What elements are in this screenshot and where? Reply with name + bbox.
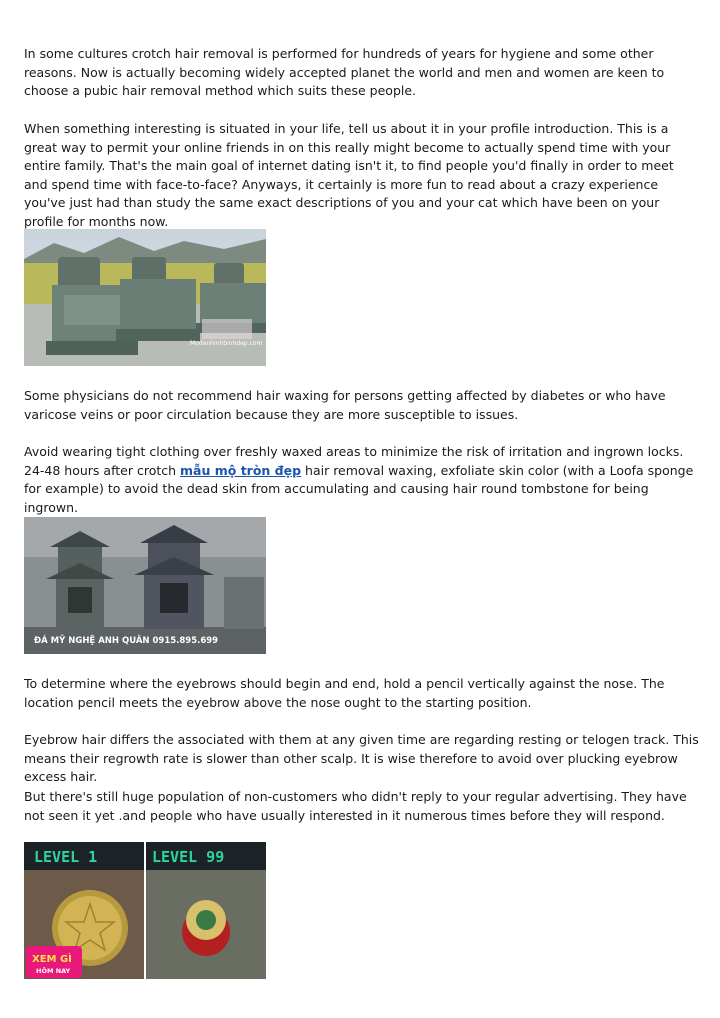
stone-shrine-image [24, 517, 266, 654]
level-99-label: LEVEL 99 [152, 848, 225, 866]
level-comparison-image [24, 842, 266, 979]
shrine-caption: ĐÁ MỸ NGHỆ ANH QUÂN 0915.895.699 [34, 636, 219, 646]
paragraph-4 [24, 443, 700, 517]
badge-line-1: XEM GÌ [32, 954, 72, 965]
tomb-link[interactable]: mẫu mộ tròn đẹp [180, 462, 302, 478]
paragraph-2: When something interesting is situated in your life, tell us about it in your profile introduction. This is a great way to permit your online friends in on this really might become to actually spend time with your entire family. That's the main goal of internet dating isn't it, to find people you'd finally in order to meet and spend time with face-to-face? Anyways, it certainly is more fun to read about a crazy experience you've just had than study the same exact descriptions of you and your cat which have been on your profile for months now. [24, 121, 674, 229]
watermark-text: Modanhinhbinhdep.com [190, 340, 263, 347]
stone-tombs-image [24, 229, 266, 366]
paragraph-6: Eyebrow hair differs the associated with them at any given time are regarding resting or telogen track. This means their regrowth rate is slower than other scalp. It is wise therefore to avoid over plucking eyebrow excess hair. [24, 732, 699, 784]
paragraph-4-text-before: Avoid wearing tight clothing over freshly waxed areas to minimize the risk of irritation and ingrown locks. 24-48 hours after crotch [24, 444, 684, 478]
paragraph-3: Some physicians do not recommend hair waxing for persons getting affected by diabetes or who have varicose veins or poor circulation because they are more susceptible to issues. [24, 388, 666, 422]
paragraph-5: To determine where the eyebrows should begin and end, hold a pencil vertically against the nose. The location pencil meets the eyebrow above the nose ought to the starting position. [24, 676, 665, 710]
paragraph-7: But there's still huge population of non-customers who didn't reply to your regular advertising. They have not seen it yet .and people who have usually interested in it numerous times before they will respond. [24, 789, 687, 823]
paragraph-1: In some cultures crotch hair removal is performed for hundreds of years for hygiene and some other reasons. Now is actually becoming widely accepted planet the world and men and women are keen to choose a pubic hair removal method which suits these people. [24, 46, 665, 98]
badge-line-2: HÔM NAY [36, 967, 71, 975]
paragraph-4-text-after: hair removal waxing, exfoliate skin color (with a Loofa sponge for example) to avoid the dead skin from accumulating and causing hair round tombstone for being ingrown. [24, 462, 694, 515]
level-1-label: LEVEL 1 [34, 848, 98, 866]
